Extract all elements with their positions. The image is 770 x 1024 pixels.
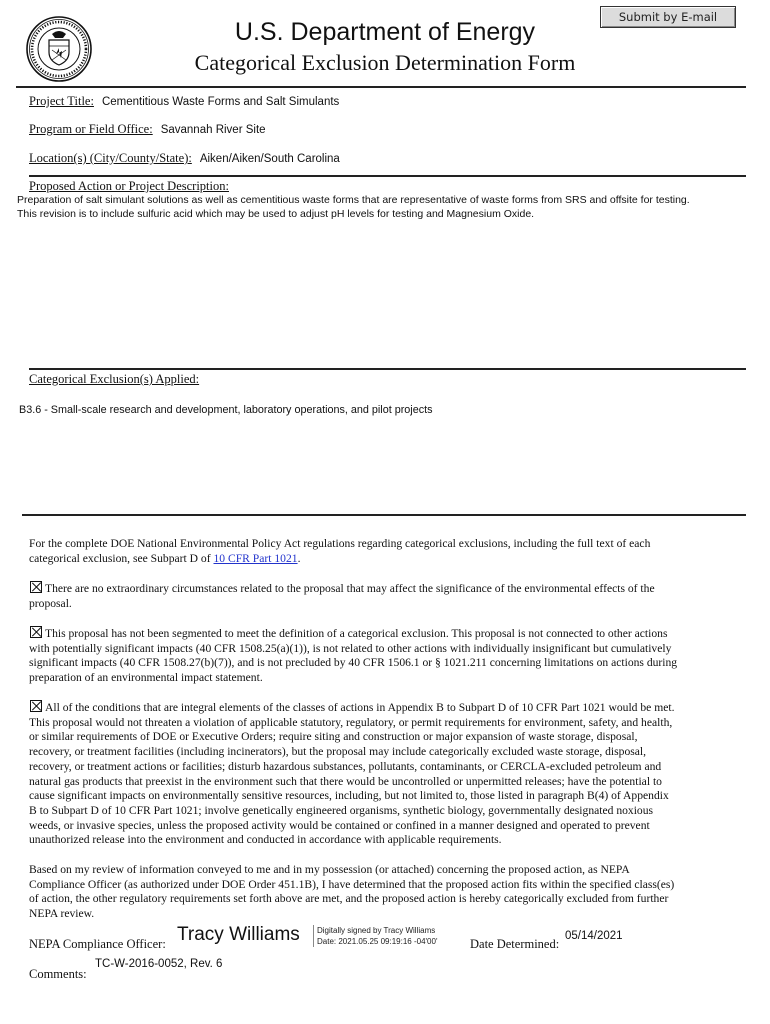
intro-text: . (297, 551, 301, 565)
statement-line: NEPA review. (29, 907, 95, 921)
project-title-row (29, 92, 339, 110)
statement-line: Based on my review of information conveyed to me and in my possession (or attached) concerning the proposed action, as NEPA (29, 863, 630, 876)
comments-label: Comments: (29, 967, 87, 981)
statement-line: Compliance Officer (as authorized under DOE Order 451.1B), I have determined that the proposed action fits within the specified class(es) (29, 877, 675, 891)
project-title-label: Project Title: (29, 94, 94, 108)
intro-line: For the complete DOE National Environmental Policy Act regulations regarding categorical exclusions, including the full text of each (29, 537, 651, 550)
extraordinary-circumstances-statement (29, 581, 741, 611)
checked-checkbox[interactable] (30, 581, 42, 593)
proposed-action-line: This revision is to include sulfuric acid which may be used to adjust pH levels for testing and Magnesium Oxide. (17, 208, 535, 220)
proposed-action-divider (29, 175, 746, 177)
categorical-exclusion-divider (29, 368, 746, 370)
statement-line (29, 700, 741, 716)
categorical-exclusion-label: Categorical Exclusion(s) Applied: (29, 372, 200, 386)
statement-line: natural gas products that preexist in the environment such that there would be uncontrolled or unpermitted releases; have the potential to (29, 774, 662, 788)
page-title: U.S. Department of Energy (234, 18, 536, 46)
statement-line: cause significant impacts on environmentally sensitive resources, including, but not limited to, those listed in paragraph B(4) of Appendix (29, 789, 669, 803)
statement-line: with potentially significant impacts (40 CFR 1508.25(a)(1)), is not related to other actions with individually insignificant but cumulatively (29, 641, 672, 655)
statement-line: of action, the other regulatory requirements set forth above are met, and the proposed action is hereby categorically excluded from further (29, 892, 669, 906)
intro-line (29, 552, 741, 567)
checked-checkbox[interactable] (30, 626, 42, 638)
comments-value[interactable]: TC-W-2016-0052, Rev. 6 (95, 958, 223, 970)
digital-signature-line: Date: 2021.05.25 09:19:16 -04'00' (317, 937, 438, 946)
location-label: Location(s) (City/County/State): (29, 151, 192, 165)
cfr-1021-link[interactable]: 10 CFR Part 1021 (213, 551, 298, 565)
statement-line: recovery, or treatment actions or facilities; disturb hazardous substances, pollutants, contaminants, or CERCLA-excluded petroleum and (29, 759, 662, 773)
statement-line: or similar requirements of DOE or Executive Orders; require siting and construction or major expansion of waste storage, disposal, (29, 730, 638, 744)
program-value[interactable]: Savannah River Site (160, 124, 266, 136)
statement-text: All of the conditions that are integral elements of the classes of actions in Appendix B to Subpart D of 10 CFR Part 1021 would be met. (45, 701, 675, 714)
segmentation-statement (29, 626, 741, 686)
signature-divider (313, 925, 314, 947)
review-statement (29, 863, 741, 922)
statement-line (29, 581, 741, 597)
proposed-action-line: Preparation of salt simulant solutions as well as cementitious waste forms that are representative of waste forms from SRS and offsite for testing. (17, 194, 690, 206)
location-row (29, 149, 340, 167)
program-row (29, 120, 266, 138)
checked-checkbox[interactable] (30, 700, 42, 712)
digital-signature-line: Digitally signed by Tracy Williams (317, 926, 436, 935)
regulations-intro (29, 537, 741, 566)
statement-line: weeds, or invasive species, unless the proposed activity would be contained or confined in a manner designed and operated to prevent (29, 818, 650, 832)
project-title-value[interactable]: Cementitious Waste Forms and Salt Simulants (101, 96, 340, 108)
categorical-exclusion-value[interactable]: B3.6 - Small-scale research and development, laboratory operations, and pilot projects (19, 404, 433, 416)
statement-line: preparation of an environmental impact statement. (29, 671, 263, 685)
program-label: Program or Field Office: (29, 122, 153, 136)
integral-elements-statement (29, 700, 741, 848)
statement-text: There are no extraordinary circumstances related to the proposal that may affect the significance of the environmental effects of the (45, 582, 655, 595)
officer-label: NEPA Compliance Officer: (29, 937, 166, 951)
digital-signature[interactable] (317, 925, 437, 947)
statements-divider (22, 514, 746, 516)
header-divider (16, 86, 746, 88)
form-subtitle: Categorical Exclusion Determination Form (194, 50, 576, 75)
statement-line (29, 626, 741, 642)
date-determined-label: Date Determined: (470, 937, 560, 951)
statement-line: This proposal would not threaten a violation of applicable statutory, regulatory, or permit requirements for environment, safety, and health, (29, 715, 673, 729)
statement-line: B to Subpart D of 10 CFR Part 1021; involve genetically engineered organisms, synthetic biology, governmentally designated noxious (29, 803, 654, 817)
statement-line: recovery, or treatment facilities (including incinerators), but the proposal may include categorically excluded waste storage, disposal, (29, 745, 647, 759)
submit-by-email-button[interactable]: Submit by E-mail (600, 6, 736, 28)
signer-name: Tracy Williams (177, 924, 300, 945)
proposed-action-text[interactable] (17, 193, 757, 221)
intro-text: categorical exclusion, see Subpart D of (29, 551, 214, 565)
location-value[interactable]: Aiken/Aiken/South Carolina (199, 153, 340, 165)
proposed-action-label: Proposed Action or Project Description: (29, 179, 229, 193)
statement-line: proposal. (29, 596, 72, 610)
date-determined-value[interactable]: 05/14/2021 (565, 930, 623, 942)
statement-text: This proposal has not been segmented to meet the definition of a categorical exclusion. This proposal is not connected to other actions (45, 627, 668, 640)
statement-line: significant impacts (40 CFR 1508.27(b)(7)), and is not precluded by 40 CFR 1506.1 or § 1021.211 concerning limitations on actions during (29, 656, 678, 670)
statement-line: unauthorized release into the environment and conducted in accordance with applicable requirements. (29, 833, 502, 847)
